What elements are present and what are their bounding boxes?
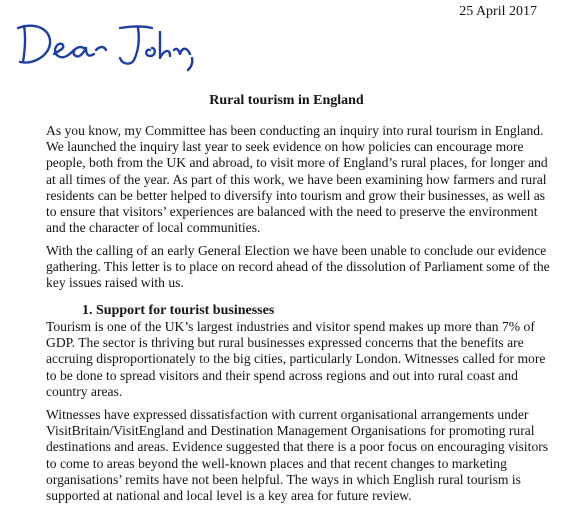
body-paragraph: With the calling of an early General Election we have been unable to conclude our evidence gathering. This letter is to place on record ahead of the dissolution of Parliament some of the key issues raised with us. bbox=[46, 243, 550, 291]
section-heading: 1. Support for tourist businesses bbox=[82, 303, 275, 318]
letter-title: Rural tourism in England bbox=[209, 93, 364, 108]
body-paragraph: As you know, my Committee has been conducting an inquiry into rural tourism in England. We launched the inquiry last year to seek evidence on how policies can encourage more people, both from the UK and abroad, to visit more of England’s rural places, for longer and at all times of the year. As part of this work, we have been examining how farmers and rural residents can be better helped to diversify into tourism and grow their businesses, as well as to ensure that visitors’ experiences are balanced with the need to preserve the environment and the character of local communities. bbox=[46, 123, 548, 236]
handwritten-salutation bbox=[10, 14, 200, 74]
letter-date: 25 April 2017 bbox=[459, 4, 537, 19]
section-paragraph: Witnesses have expressed dissatisfaction with current organisational arrangements under VisitBritain/VisitEngland and Destination Management Organisations for promoting rural destinations and areas. Evidence suggested that there is a poor focus on encouraging visitors to come to areas beyond the well-known places and that recent changes to marketing organisations’ remits have not been helpful. The ways in which English rural tourism is supported at national and local level is a key area for future review. bbox=[46, 407, 549, 504]
handwriting-signature-graphic bbox=[10, 14, 200, 74]
section-paragraph: Tourism is one of the UK’s largest industries and visitor spend makes up more than 7% of GDP. The sector is thriving but rural businesses expressed concerns that the benefits are accruing disproportionately to the big cities, particularly London. Witnesses called for more to be done to spread visitors and their spend across regions and out into rural coast and country areas. bbox=[46, 319, 546, 399]
